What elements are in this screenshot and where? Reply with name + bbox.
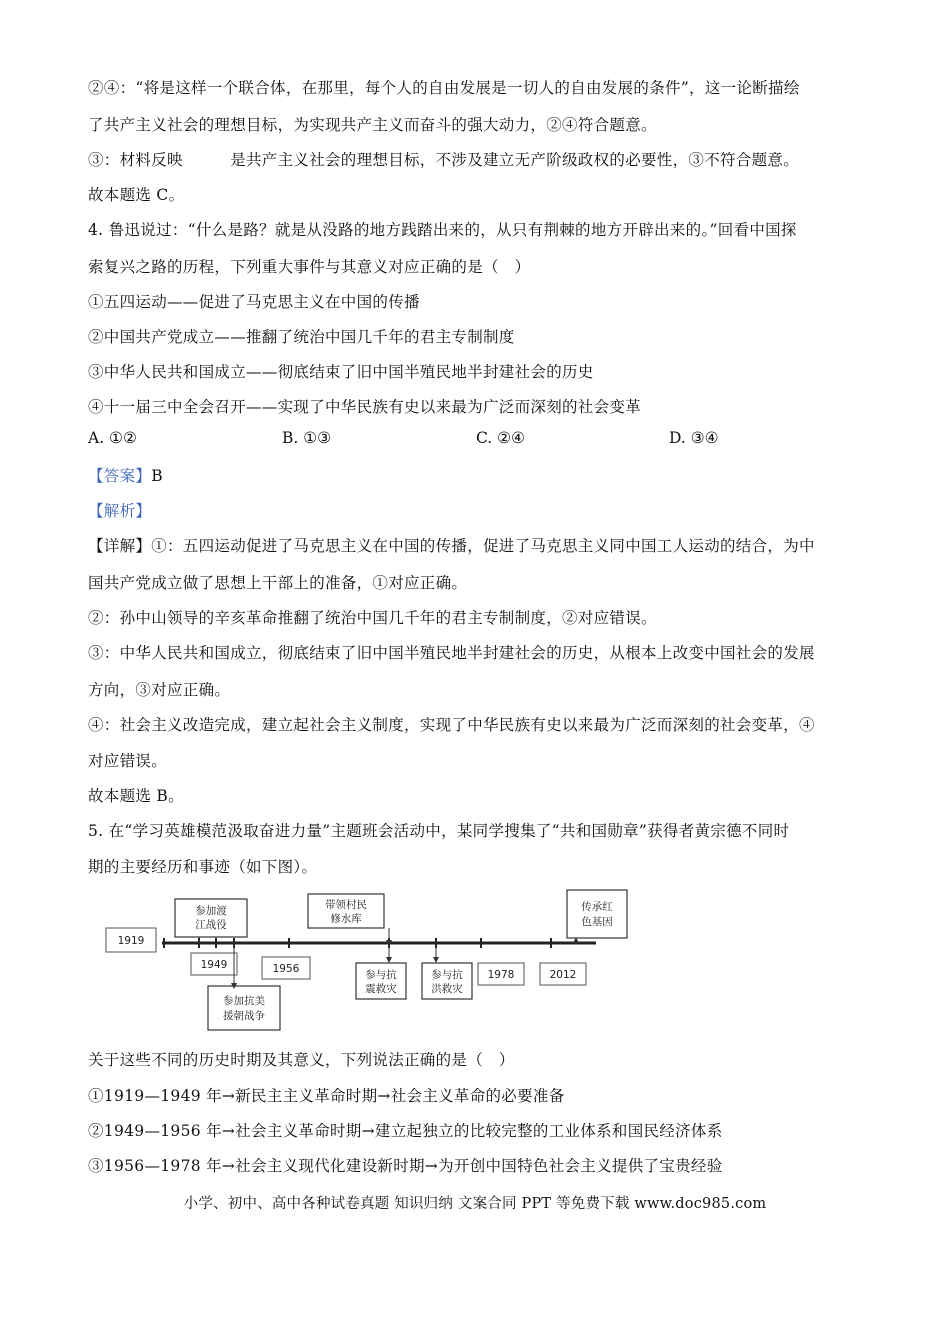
question-5-statement: ②1949—1956 年→社会主义革命时期→建立起独立的比较完整的工业体系和国民经济体系 bbox=[88, 1122, 723, 1140]
event-earthquake-relief: 参与抗震救灾 bbox=[365, 969, 397, 995]
question-5-stem: 期的主要经历和事迹（如下图）。 bbox=[88, 858, 318, 876]
year-1919: 1919 bbox=[117, 935, 145, 947]
detail-line: ④：社会主义改造完成，建立起社会主义制度，实现了中华民族有史以来最为广泛而深刻的社会变革，④ bbox=[88, 716, 815, 734]
detail-tag: 【详解】 bbox=[88, 537, 152, 555]
event-reservoir: 带领村民修水库 bbox=[325, 899, 367, 925]
question-5-statement: ③1956—1978 年→社会主义现代化建设新时期→为开创中国特色社会主义提供了宝贵经验 bbox=[88, 1157, 723, 1175]
detail-line: ②：孙中山领导的辛亥革命推翻了统治中国几千年的君主专制制度，②对应错误。 bbox=[88, 609, 657, 627]
event-korean-war: 参加抗美援朝战争 bbox=[223, 995, 265, 1022]
question-4-statement: ④十一届三中全会召开——实现了中华民族有史以来最为广泛而深刻的社会变革 bbox=[88, 398, 642, 416]
paragraph-line: 故本题选 C。 bbox=[88, 186, 185, 204]
question-4-statement: ①五四运动——促进了马克思主义在中国的传播 bbox=[88, 293, 420, 311]
page-footer: 小学、初中、高中各种试卷真题 知识归纳 文案合同 PPT 等免费下载 www.doc985.com bbox=[183, 1196, 767, 1212]
year-2012: 2012 bbox=[549, 969, 577, 981]
year-1956: 1956 bbox=[272, 963, 300, 975]
paragraph-line: ③：材料反映 是共产主义社会的理想目标，不涉及建立无产阶级政权的必要性，③不符合题意。 bbox=[88, 151, 800, 169]
question-5-stem: 5. 在“学习英雄模范汲取奋进力量”主题班会活动中，某同学搜集了“共和国勋章”获得者黄宗德不同时 bbox=[88, 822, 790, 840]
detail-line: 方向，③对应正确。 bbox=[88, 681, 231, 699]
year-1949: 1949 bbox=[200, 959, 228, 971]
question-4-stem: 4. 鲁迅说过：“什么是路？就是从没路的地方践踏出来的，从只有荆棘的地方开辟出来的。”回看中国探 bbox=[88, 221, 797, 239]
answer-value: B bbox=[151, 467, 163, 485]
detail-line: ③：中华人民共和国成立，彻底结束了旧中国半殖民地半封建社会的历史，从根本上改变中国社会的发展 bbox=[88, 644, 815, 662]
event-flood-relief: 参与抗洪救灾 bbox=[431, 969, 463, 995]
question-4-stem: 索复兴之路的历程，下列重大事件与其意义对应正确的是（ ） bbox=[88, 258, 531, 276]
answer-line bbox=[88, 464, 163, 486]
timeline-figure bbox=[104, 880, 634, 1035]
event-crossing-river: 参加渡江战役 bbox=[195, 905, 227, 931]
answer-tag: 【答案】 bbox=[88, 467, 152, 485]
paragraph-line: 了共产主义社会的理想目标，为实现共产主义而奋斗的强大动力，②④符合题意。 bbox=[88, 116, 657, 134]
detail-line bbox=[88, 534, 815, 556]
detail-line: 对应错误。 bbox=[88, 752, 168, 770]
question-5-statement: ①1919—1949 年→新民主主义革命时期→社会主义革命的必要准备 bbox=[88, 1087, 565, 1105]
question-4-statement: ③中华人民共和国成立——彻底结束了旧中国半殖民地半封建社会的历史 bbox=[88, 363, 594, 381]
analysis-tag: 【解析】 bbox=[88, 502, 152, 520]
detail-line: 故本题选 B。 bbox=[88, 787, 184, 805]
option-d: D. ③④ bbox=[669, 429, 719, 447]
question-4-statement: ②中国共产党成立——推翻了统治中国几千年的君主专制制度 bbox=[88, 328, 515, 346]
question-5-prompt: 关于这些不同的历史时期及其意义，下列说法正确的是（ ） bbox=[88, 1051, 515, 1069]
year-1978: 1978 bbox=[487, 969, 515, 981]
option-a: A. ①② bbox=[88, 429, 137, 447]
option-c: C. ②④ bbox=[476, 429, 525, 447]
detail-text: ①：五四运动促进了马克思主义在中国的传播，促进了马克思主义同中国工人运动的结合，为中 bbox=[151, 537, 815, 555]
detail-line: 国共产党成立做了思想上干部上的准备，①对应正确。 bbox=[88, 574, 468, 592]
paragraph-line: ②④：“将是这样一个联合体，在那里，每个人的自由发展是一切人的自由发展的条件”，这一论断描绘 bbox=[88, 79, 800, 97]
event-red-gene: 传承红色基因 bbox=[581, 901, 613, 928]
option-b: B. ①③ bbox=[282, 429, 332, 447]
